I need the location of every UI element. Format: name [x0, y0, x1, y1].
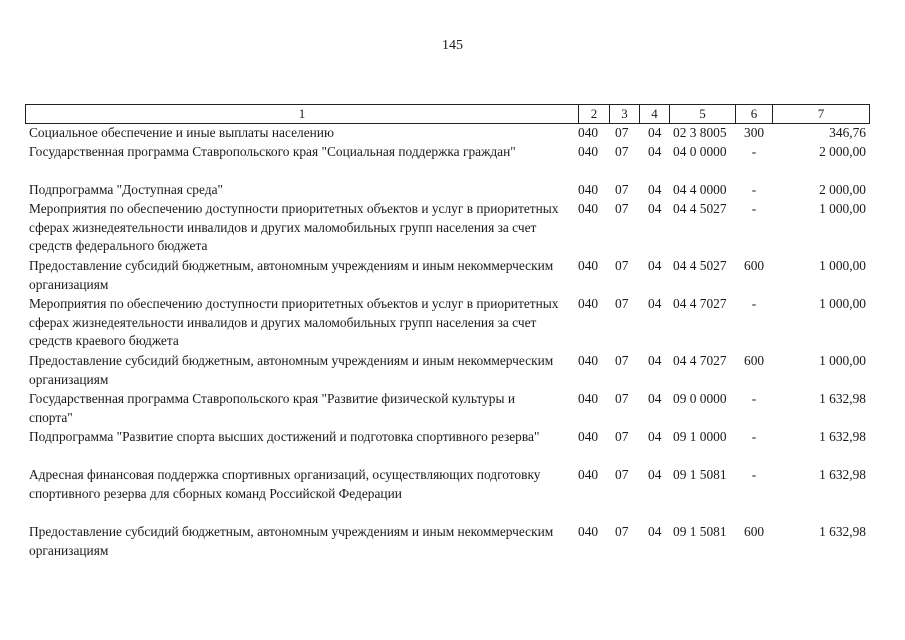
- row-expense-type: -: [751, 144, 757, 159]
- row-section: 07: [615, 524, 629, 539]
- row-sum: 1 632,98: [819, 467, 866, 482]
- table-row: [0, 257, 905, 295]
- table-row: [0, 143, 905, 181]
- row-target: 04 4 0000: [673, 182, 727, 197]
- row-ministry: 040: [578, 125, 599, 140]
- header-col-3: 3: [610, 105, 640, 123]
- row-ministry: 040: [578, 353, 599, 368]
- header-col-2: 2: [579, 105, 610, 123]
- row-expense-type: -: [751, 182, 757, 197]
- row-target: 04 4 5027: [673, 201, 727, 216]
- row-sum: 2 000,00: [819, 144, 866, 159]
- row-name: Подпрограмма "Развитие спорта высших достижений и подготовка спортивного резерва": [29, 429, 540, 444]
- row-sum: 1 000,00: [819, 296, 866, 311]
- row-name: Мероприятия по обеспечению доступности приоритетных объектов и услуг в приоритетных сферах жизнедеятельности инвалидов и других маломобильных групп населения за счет средств краевого бюджета: [29, 296, 559, 348]
- row-expense-type: -: [751, 391, 757, 406]
- row-ministry: 040: [578, 524, 599, 539]
- row-section: 07: [615, 144, 629, 159]
- row-target: 04 0 0000: [673, 144, 727, 159]
- row-ministry: 040: [578, 182, 599, 197]
- row-subsection: 04: [648, 258, 662, 273]
- row-section: 07: [615, 125, 629, 140]
- row-sum: 1 000,00: [819, 353, 866, 368]
- row-name: Предоставление субсидий бюджетным, автономным учреждениям и иным некоммерческим организациям: [29, 353, 554, 387]
- row-section: 07: [615, 296, 629, 311]
- row-sum: 346,76: [829, 125, 866, 140]
- row-target: 04 4 5027: [673, 258, 727, 273]
- table-row: [0, 124, 905, 143]
- table-row: [0, 352, 905, 390]
- header-col-7: 7: [817, 106, 825, 121]
- row-name: Социальное обеспечение и иные выплаты населению: [29, 125, 334, 140]
- row-sum: 1 632,98: [819, 429, 866, 444]
- row-ministry: 040: [578, 201, 599, 216]
- row-expense-type: -: [751, 296, 757, 311]
- row-sum: 1 000,00: [819, 201, 866, 216]
- row-section: 07: [615, 182, 629, 197]
- row-expense-type: -: [751, 201, 757, 216]
- row-subsection: 04: [648, 467, 662, 482]
- row-target: 09 1 0000: [673, 429, 727, 444]
- row-subsection: 04: [648, 201, 662, 216]
- row-expense-type: 300: [744, 125, 765, 140]
- row-name: Государственная программа Ставропольского края "Развитие физической культуры и спорта": [29, 391, 515, 425]
- row-section: 07: [615, 467, 629, 482]
- row-ministry: 040: [578, 258, 599, 273]
- row-target: 04 4 7027: [673, 353, 727, 368]
- row-target: 09 0 0000: [673, 391, 727, 406]
- row-expense-type: 600: [744, 353, 765, 368]
- row-sum: 1 632,98: [819, 391, 866, 406]
- row-subsection: 04: [648, 296, 662, 311]
- table-row: [0, 295, 905, 352]
- row-section: 07: [615, 391, 629, 406]
- row-name: Адресная финансовая поддержка спортивных организаций, осуществляющих подготовку спортивного резерва для сборных команд Российской Федерации: [29, 467, 541, 501]
- row-sum: 1 632,98: [819, 524, 866, 539]
- row-expense-type: -: [751, 429, 757, 444]
- row-expense-type: -: [751, 467, 757, 482]
- row-subsection: 04: [648, 391, 662, 406]
- row-subsection: 04: [648, 125, 662, 140]
- row-ministry: 040: [578, 144, 599, 159]
- table-row: [0, 523, 905, 561]
- row-target: 09 1 5081: [673, 467, 727, 482]
- header-col-6: 6: [736, 105, 773, 123]
- row-section: 07: [615, 353, 629, 368]
- row-name: Подпрограмма "Доступная среда": [29, 182, 223, 197]
- row-subsection: 04: [648, 182, 662, 197]
- row-name: Предоставление субсидий бюджетным, автономным учреждениям и иным некоммерческим организациям: [29, 258, 554, 292]
- row-target: 04 4 7027: [673, 296, 727, 311]
- table-row: [0, 200, 905, 257]
- table-row: [0, 466, 905, 523]
- table-body: [0, 124, 905, 561]
- table-row: [0, 181, 905, 200]
- row-name: Государственная программа Ставропольского края "Социальная поддержка граждан": [29, 144, 516, 159]
- row-sum: 2 000,00: [819, 182, 866, 197]
- row-subsection: 04: [648, 144, 662, 159]
- header-col-1: 1: [26, 105, 579, 123]
- table-row: [0, 428, 905, 466]
- row-expense-type: 600: [744, 524, 765, 539]
- header-col-4: 4: [640, 105, 670, 123]
- row-ministry: 040: [578, 391, 599, 406]
- row-ministry: 040: [578, 296, 599, 311]
- header-col-5: 5: [670, 105, 736, 123]
- row-subsection: 04: [648, 429, 662, 444]
- row-expense-type: 600: [744, 258, 765, 273]
- row-section: 07: [615, 429, 629, 444]
- row-target: 02 3 8005: [673, 125, 727, 140]
- table-row: [0, 390, 905, 428]
- row-name: Мероприятия по обеспечению доступности приоритетных объектов и услуг в приоритетных сферах жизнедеятельности инвалидов и других маломобильных групп населения за счет средств федерального бюджета: [29, 201, 559, 253]
- table-header: [25, 104, 870, 124]
- row-ministry: 040: [578, 467, 599, 482]
- row-subsection: 04: [648, 353, 662, 368]
- row-name: Предоставление субсидий бюджетным, автономным учреждениям и иным некоммерческим организациям: [29, 524, 554, 558]
- row-section: 07: [615, 258, 629, 273]
- row-section: 07: [615, 201, 629, 216]
- page-number: 145: [442, 38, 463, 53]
- row-ministry: 040: [578, 429, 599, 444]
- row-sum: 1 000,00: [819, 258, 866, 273]
- row-subsection: 04: [648, 524, 662, 539]
- row-target: 09 1 5081: [673, 524, 727, 539]
